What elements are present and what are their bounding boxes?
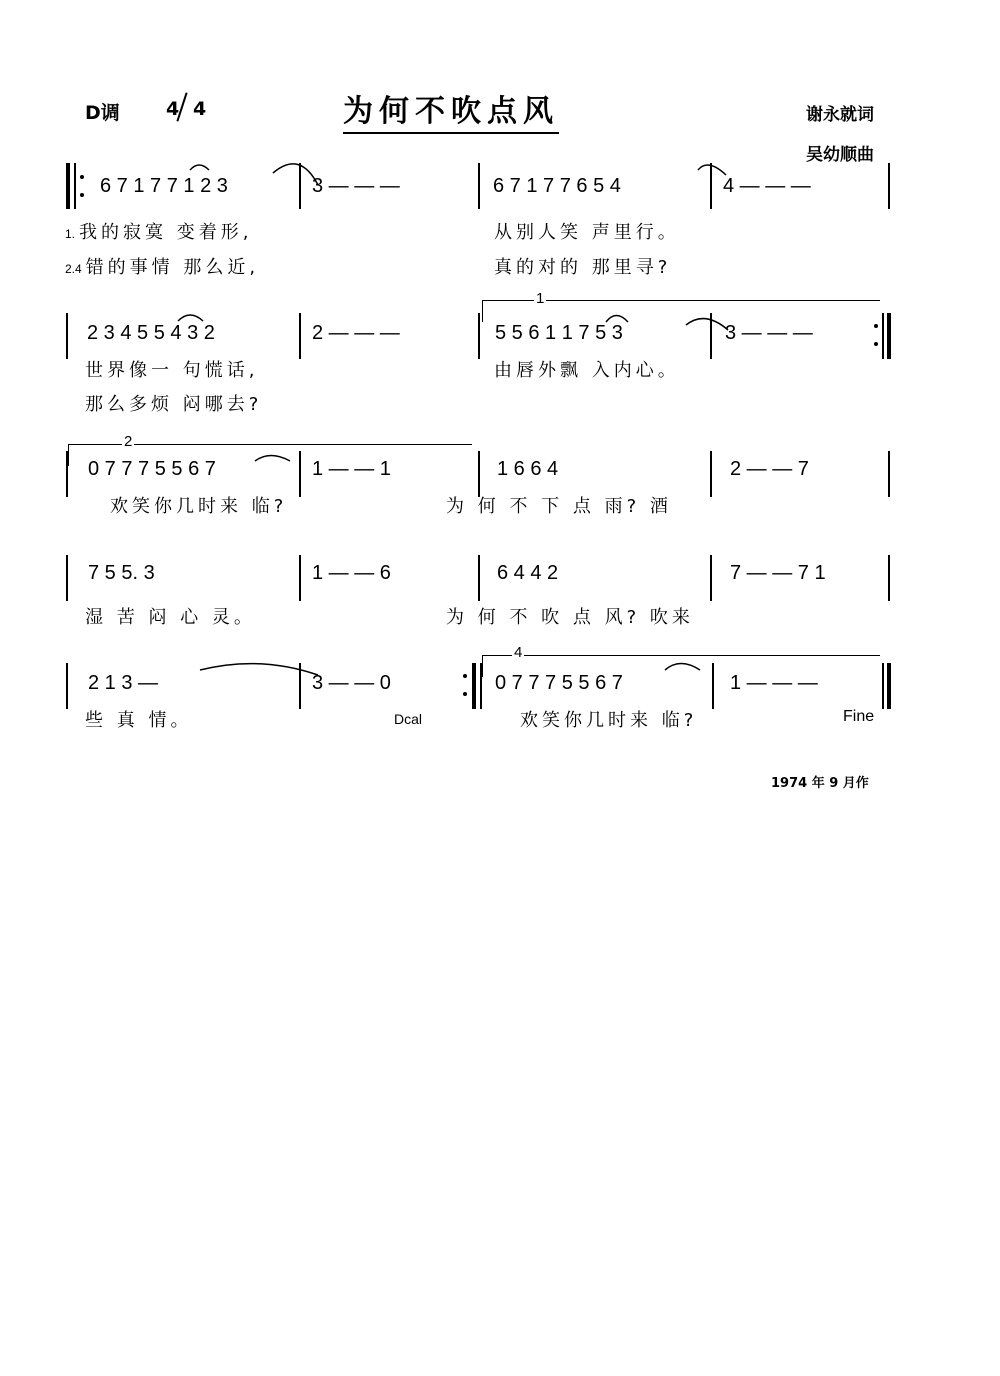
fine-mark: Fine bbox=[843, 708, 875, 725]
measure: 2 3 4 5 5 4 3 2 bbox=[87, 322, 215, 344]
lyric-text: 错的事情 那么近, bbox=[85, 257, 260, 278]
measure: 1 — — — bbox=[730, 672, 818, 694]
tie bbox=[698, 165, 726, 175]
volta-number: 4 bbox=[514, 644, 523, 661]
measure: 2 — — 7 bbox=[730, 458, 809, 480]
dcal-mark: Dcal bbox=[394, 711, 423, 727]
time-signature-numerator: 4 bbox=[166, 98, 180, 120]
verse-number: 1. bbox=[65, 227, 76, 241]
measure: 6 4 4 2 bbox=[497, 562, 559, 584]
measure: 0 7 7 7 5 5 6 7 bbox=[88, 458, 216, 480]
composer-credit: 吴幼顺曲 bbox=[806, 145, 874, 165]
lyricist-credit: 谢永就词 bbox=[806, 105, 874, 125]
measure: 0 7 7 7 5 5 6 7 bbox=[495, 672, 623, 694]
lyric-line: 从别人笑 声里行。 bbox=[494, 222, 680, 243]
slur bbox=[665, 664, 700, 671]
lyric-line: 湿 苦 闷 心 灵。 bbox=[85, 607, 256, 628]
slur bbox=[178, 315, 203, 321]
measure: 3 — — — bbox=[312, 175, 400, 197]
lyric-line: 为 何 不 吹 点 风? 吹来 bbox=[446, 607, 694, 628]
measure: 3 — — — bbox=[725, 322, 813, 344]
measure: 7 5 5. 3 bbox=[88, 562, 155, 584]
lyric-line: 由唇外飘 入内心。 bbox=[494, 360, 680, 381]
time-signature-denominator: 4 bbox=[193, 98, 207, 120]
song-title: 为何不吹点风 bbox=[343, 86, 559, 134]
measure: 5 5 6 1 1 7 5 3 bbox=[495, 322, 623, 344]
tie bbox=[273, 164, 318, 185]
tie bbox=[686, 319, 728, 330]
slur bbox=[606, 316, 628, 323]
lyric-line: 为 何 不 下 点 雨? 酒 bbox=[446, 496, 672, 517]
measure: 1 — — 6 bbox=[312, 562, 391, 584]
lyric-line: 欢笑你几时来 临? bbox=[110, 496, 288, 517]
measure: 1 — — 1 bbox=[312, 458, 391, 480]
lyric-line: 欢笑你几时来 临? bbox=[520, 710, 698, 731]
measure: 7 — — 7 1 bbox=[730, 562, 826, 584]
composition-date: 1974 年 9 月作 bbox=[771, 776, 869, 791]
lyric-text: 我的寂寞 变着形, bbox=[79, 222, 253, 243]
slur bbox=[255, 456, 290, 462]
measure: 6 7 1 7 7 6 5 4 bbox=[493, 175, 621, 197]
measure: 3 — — 0 bbox=[312, 672, 391, 694]
measure: 6 7 1 7 7 1 2 3 bbox=[100, 175, 228, 197]
key-signature: D调 bbox=[85, 102, 120, 124]
measure: 2 1 3 — bbox=[88, 672, 159, 694]
verse-number: 2.4 bbox=[65, 262, 82, 276]
lyric-line: 些 真 情。 bbox=[85, 710, 193, 731]
measure: 1 6 6 4 bbox=[497, 458, 559, 480]
lyric-line: 真的对的 那里寻? bbox=[494, 257, 672, 278]
lyric-line: 世界像一 句慌话, bbox=[85, 360, 259, 381]
tie bbox=[200, 664, 318, 675]
volta-number: 2 bbox=[124, 433, 133, 450]
volta-number: 1 bbox=[536, 290, 545, 307]
lyric-line: 那么多烦 闷哪去? bbox=[85, 394, 263, 415]
measure: 2 — — — bbox=[312, 322, 400, 344]
slur bbox=[190, 165, 209, 170]
measure: 4 — — — bbox=[723, 175, 811, 197]
